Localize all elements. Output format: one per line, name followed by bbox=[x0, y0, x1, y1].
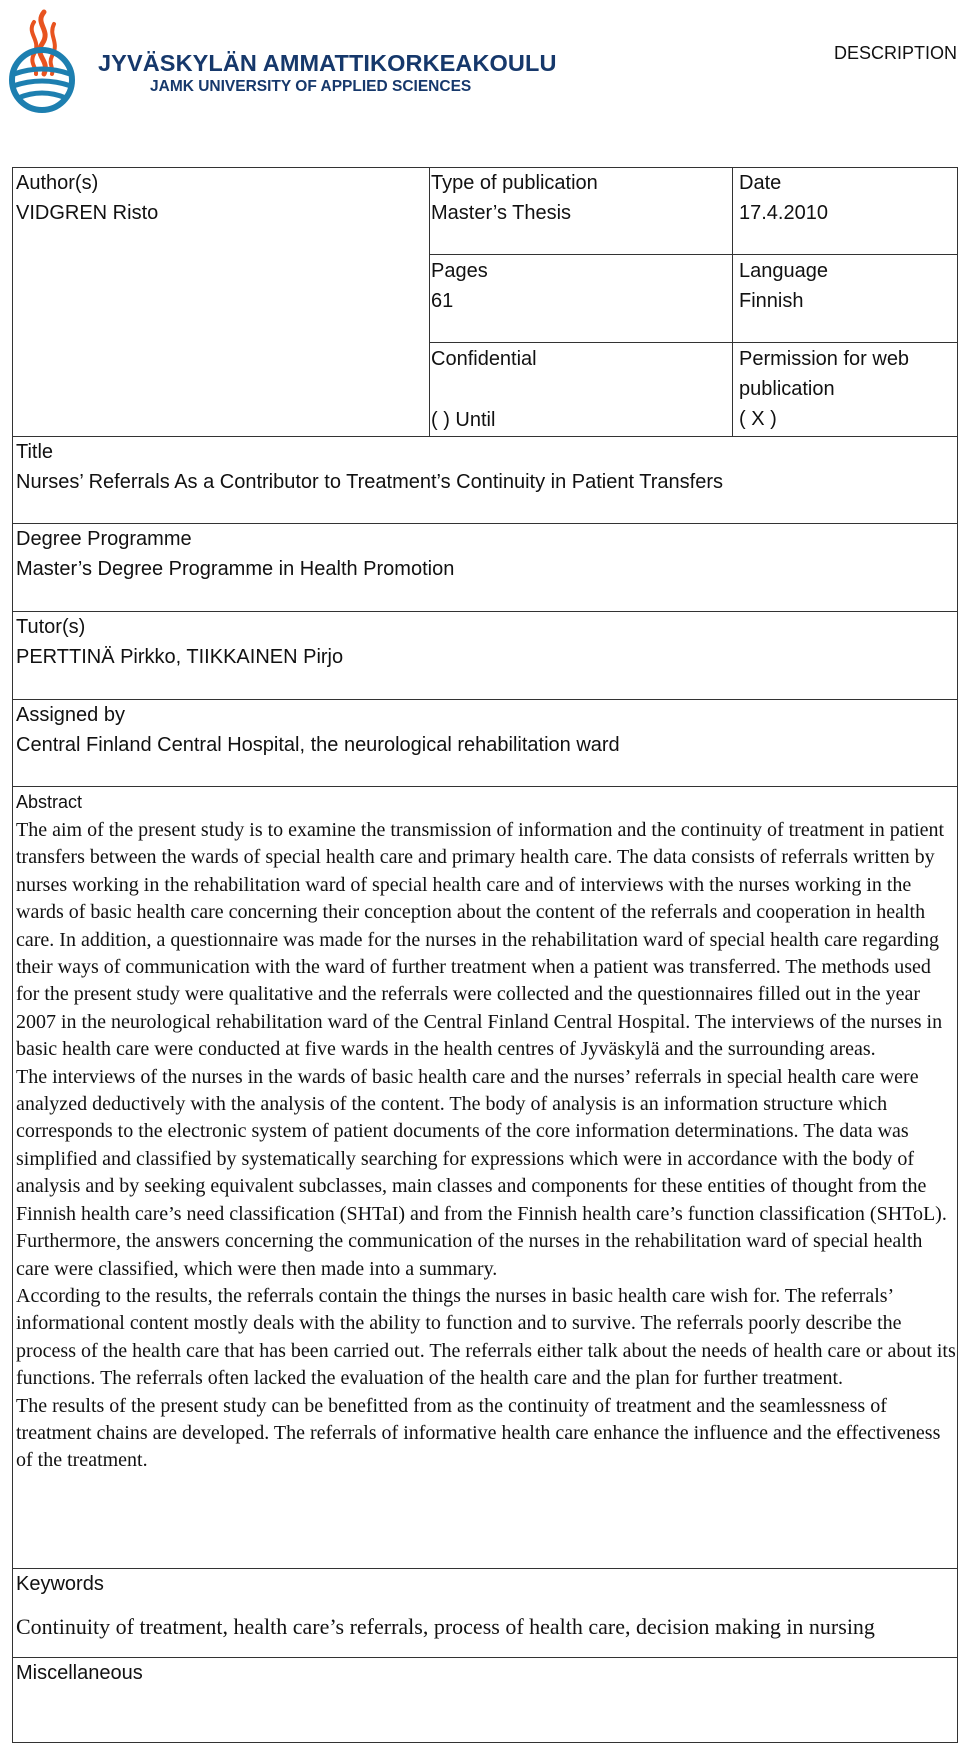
title-value: Nurses’ Referrals As a Contributor to Treatment’s Continuity in Patient Transfers bbox=[16, 471, 723, 493]
authors-value: VIDGREN Risto bbox=[16, 202, 159, 224]
permission-label-line1: Permission for web bbox=[739, 348, 910, 370]
confidential-label: Confidential bbox=[431, 348, 537, 370]
jamk-logo-graphic bbox=[4, 8, 82, 114]
jamk-logo-icon bbox=[4, 8, 82, 114]
language-label: Language bbox=[739, 260, 828, 282]
keywords-value: Continuity of treatment, health care’s referrals, process of health care, decision making in nursing bbox=[16, 1614, 875, 1639]
pages-label: Pages bbox=[431, 260, 488, 282]
authors-label: Author(s) bbox=[16, 172, 99, 194]
confidential-value: ( ) Until bbox=[431, 409, 496, 431]
document-type: DESCRIPTION bbox=[833, 43, 957, 63]
date-label: Date bbox=[739, 172, 782, 194]
date-value: 17.4.2010 bbox=[739, 202, 828, 224]
assigned-value: Central Finland Central Hospital, the neurological rehabilitation ward bbox=[16, 734, 620, 756]
authors-cell bbox=[16, 168, 158, 228]
pages-value: 61 bbox=[431, 290, 454, 312]
tutors-cell bbox=[16, 612, 343, 672]
confidential-cell bbox=[431, 344, 537, 435]
column-divider-2 bbox=[732, 168, 733, 436]
abstract-paragraph: The interviews of the nurses in the wards of basic health care and the nurses’ referrals in special health care were analyzed deductively with the analysis of the content. The body of analysis is an information structure which corresponds to the electronic system of patient documents of the core information determinations. The data was simplified and classified by systematically searching for expressions which were in accordance with the body of analysis and by seeking equivalent subclasses, main classes and components for these entities of thought from the Finnish health care’s need classification (SHTaI) and from the Finnish health care’s function classification (SHToL). Furthermore, the answers concerning the communication of the nurses in the rehabilitation ward of special health care were classified, which were then made into a summary. bbox=[16, 1065, 947, 1280]
abstract-paragraph: According to the results, the referrals contain the things the nurses in basic health care wish for. The referrals’ informational content mostly deals with the ability to function and to survive. The referrals poorly describe the process of the health care that has been carried out. The referrals either talk about the needs of health care or about its functions. The referrals often lacked the evaluation of the health care and the plan for further treatment. bbox=[16, 1284, 956, 1390]
tutors-value: PERTTINÄ Pirkko, TIIKKAINEN Pirjo bbox=[16, 646, 344, 668]
pubtype-label: Type of publication bbox=[431, 172, 598, 194]
misc-label: Miscellaneous bbox=[16, 1662, 143, 1684]
institution-name: JYVÄSKYLÄN AMMATTIKORKEAKOULU bbox=[98, 50, 557, 76]
title-cell bbox=[16, 437, 723, 497]
language-value: Finnish bbox=[739, 290, 804, 312]
abstract-text bbox=[16, 817, 958, 1589]
abstract-paragraph: The aim of the present study is to examine the transmission of information and the continuity of treatment in patient transfers between the wards of special health care and primary health care. The data consists of referrals written by nurses working in the rehabilitation ward of special health care and of interviews with the nurses working in the wards of basic health care concerning their conception about the content of the referrals and cooperation in health care. In addition, a questionnaire was made for the nurses in the rehabilitation ward of special health care regarding their ways of communication with the ward of further treatment when a patient was transferred. The methods used for the present study were qualitative and the referrals were collected and the questionnaires filled out in the year 2007 in the neurological rehabilitation ward of the Central Finland Central Hospital. The interviews of the nurses in basic health care were conducted at five wards in the health centres of Jyväskylä and the surrounding areas. bbox=[16, 819, 945, 1061]
abstract-label: Abstract bbox=[16, 792, 83, 812]
assigned-label: Assigned by bbox=[16, 704, 125, 726]
description-form bbox=[12, 167, 958, 1743]
row-divider-confidential bbox=[429, 342, 958, 343]
language-cell bbox=[739, 256, 828, 316]
assigned-cell bbox=[16, 700, 620, 760]
degree-label: Degree Programme bbox=[16, 528, 192, 550]
keywords-label: Keywords bbox=[16, 1573, 104, 1595]
tutors-label: Tutor(s) bbox=[16, 616, 86, 638]
degree-cell bbox=[16, 524, 454, 584]
title-label: Title bbox=[16, 441, 54, 463]
abstract-paragraph: The results of the present study can be benefitted from as the continuity of treatment and the seamlessness of treatment chains are developed. The referrals of informative health care enhance the influence and the effectiveness of the treatment. bbox=[16, 1394, 941, 1472]
institution-subtitle: JAMK UNIVERSITY OF APPLIED SCIENCES bbox=[150, 78, 472, 95]
row-divider-pages bbox=[429, 254, 958, 255]
pubtype-cell bbox=[431, 168, 598, 228]
pages-cell bbox=[431, 256, 488, 316]
abstract-label-cell bbox=[16, 790, 82, 814]
column-divider-1 bbox=[429, 168, 430, 436]
permission-cell bbox=[739, 344, 909, 434]
row-divider-abstract bbox=[13, 786, 958, 787]
pubtype-value: Master’s Thesis bbox=[431, 202, 572, 224]
misc-cell bbox=[16, 1658, 143, 1688]
keywords-label-cell bbox=[16, 1571, 104, 1597]
degree-value: Master’s Degree Programme in Health Promotion bbox=[16, 558, 455, 580]
permission-label-line2: publication bbox=[739, 378, 835, 400]
date-cell bbox=[739, 168, 828, 228]
permission-value: ( X ) bbox=[739, 408, 777, 430]
